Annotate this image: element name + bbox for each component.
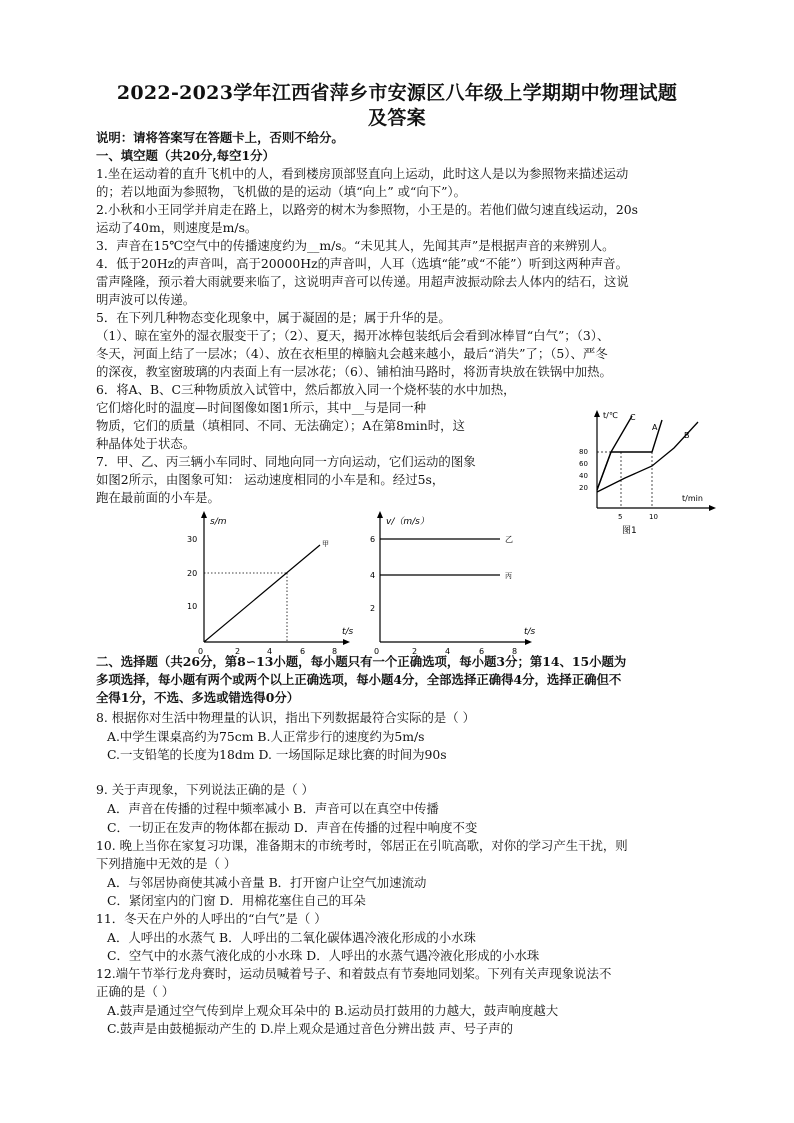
section-2-heading: 二、选择题（共26分，第8∽13小题，每小题只有一个正确选项，每小题3分；第14、15小题为 bbox=[96, 654, 627, 669]
option-text: A．与邻居协商使其减小音量 B．打开窗户让空气加速流动 bbox=[107, 875, 427, 890]
question-text: 下列措施中无效的是（ ） bbox=[96, 856, 237, 871]
question-text: 6．将A、B、C三种物质放入试管中，然后都放入同一个烧杯装的水中加热， bbox=[96, 382, 516, 397]
option-text: C.一支铅笔的长度为18dm D. 一场国际足球比赛的时间为90s bbox=[107, 747, 447, 762]
option-text: A．声音在传播的过程中频率减小 B．声音可以在真空中传播 bbox=[107, 801, 439, 816]
curve-label-b: B bbox=[684, 431, 690, 440]
y-axis-arrow bbox=[201, 511, 207, 518]
question-text: 跑在最前面的小车是。 bbox=[96, 490, 220, 505]
y-tick-60: 60 bbox=[579, 460, 588, 468]
x-axis-arrow bbox=[709, 505, 716, 511]
question-text: 冬天，河面上结了一层冰；（4）、放在衣柜里的樟脑丸会越来越小，最后“消失”了；（5）、严冬 bbox=[96, 346, 608, 361]
figure-2-st-chart bbox=[178, 508, 358, 658]
y-tick-20: 20 bbox=[579, 484, 588, 492]
y-axis-label: s/m bbox=[210, 517, 227, 527]
y-tick-20: 20 bbox=[187, 569, 198, 578]
section-2-heading: 全得1分，不选、多选或错选得0分） bbox=[96, 690, 300, 705]
y-axis-arrow bbox=[377, 511, 383, 518]
y-tick-4: 4 bbox=[370, 571, 376, 580]
figure-1-caption: 图1 bbox=[622, 526, 637, 536]
x-axis-label: t/s bbox=[524, 627, 536, 637]
question-text: 运动了40m，则速度是m/s。 bbox=[96, 220, 258, 235]
question-text: 5．在下列几种物态变化现象中，属于凝固的是；属于升华的是。 bbox=[96, 310, 451, 325]
x-tick-0: 0 bbox=[198, 647, 204, 656]
series-bing-label: 丙 bbox=[505, 572, 512, 580]
section-1-heading: 一、填空题（共20分,每空1分） bbox=[96, 148, 275, 163]
y-tick-2: 2 bbox=[370, 604, 376, 613]
question-text: 明声波可以传递。 bbox=[96, 292, 196, 307]
question-text: 7．甲、乙、丙三辆小车同时、同地向同一方向运动，它们运动的图象 bbox=[96, 454, 476, 469]
x-tick-2: 2 bbox=[412, 647, 418, 656]
y-ticks bbox=[579, 448, 588, 492]
series-yi-label: 乙 bbox=[505, 535, 513, 544]
y-tick-80: 80 bbox=[579, 448, 588, 456]
title-line-1: 2022-2023学年江西省萍乡市安源区八年级上学期期中物理试题 bbox=[116, 82, 678, 104]
x-tick-4: 4 bbox=[267, 647, 273, 656]
question-text: 正确的是（ ） bbox=[96, 984, 175, 999]
question-text: （1）、晾在室外的湿衣服变干了；（2）、夏天，揭开冰棒包装纸后会看到冰棒冒“白气”；（3）、 bbox=[96, 328, 610, 343]
question-text: 10. 晚上当你在家复习功课，准备期末的市统考时，邻居正在引吭高歌，对你的学习产生干扰，则 bbox=[96, 838, 628, 853]
option-text: A.鼓声是通过空气传到岸上观众耳朵中的 B.运动员打鼓用的力越大，鼓声响度越大 bbox=[107, 1003, 559, 1018]
x-tick-0: 0 bbox=[374, 647, 380, 656]
option-text: C.鼓声是由鼓槌振动产生的 D.岸上观众是通过音色分辨出鼓 声、号子声的 bbox=[107, 1021, 514, 1036]
question-text: 9. 关于声现象，下列说法正确的是（ ） bbox=[96, 782, 314, 797]
series-jia-label: 甲 bbox=[322, 540, 329, 548]
curve-b bbox=[597, 422, 698, 492]
figure-2-vt-chart bbox=[360, 508, 550, 658]
y-tick-6: 6 bbox=[370, 535, 376, 544]
curve-label-c: C bbox=[630, 413, 636, 422]
question-text: 它们熔化时的温度—时间图像如图1所示，其中__与是同一种 bbox=[96, 400, 427, 415]
x-axis-arrow bbox=[525, 639, 532, 645]
y-axis-label: v/（m/s） bbox=[386, 517, 429, 527]
y-axis-label: t/℃ bbox=[603, 411, 618, 420]
question-text: 的；若以地面为参照物，飞机做的是的运动（填“向上” 或“向下”）。 bbox=[96, 184, 467, 199]
y-axis-arrow bbox=[594, 410, 600, 417]
option-text: C．一切正在发声的物体都在振动 D．声音在传播的过程中响度不变 bbox=[107, 820, 478, 835]
question-text: 雷声隆隆，预示着大雨就要来临了，这说明声音可以传递。用超声波振动除去人体内的结石，这说 bbox=[96, 274, 629, 289]
y-tick-10: 10 bbox=[187, 602, 198, 611]
x-tick-10: 10 bbox=[649, 513, 658, 521]
question-text: 4．低于20Hz的声音叫，高于20000Hz的声音叫，人耳（选填“能”或“不能”）听到这两种声音。 bbox=[96, 256, 628, 271]
option-text: A．人呼出的水蒸气 B．人呼出的二氧化碳体遇冷液化形成的小水珠 bbox=[107, 930, 476, 945]
question-text: 3．声音在15℃空气中的传播速度约为__m/s。“未见其人，先闻其声”是根据声音的来辨别人。 bbox=[96, 238, 615, 253]
x-tick-5: 5 bbox=[618, 513, 623, 521]
x-axis-arrow bbox=[343, 639, 350, 645]
question-text: 种晶体处于状态。 bbox=[96, 436, 196, 451]
question-text: 如图2所示，由图象可知： 运动速度相同的小车是和。经过5s， bbox=[96, 472, 445, 487]
y-tick-40: 40 bbox=[579, 472, 588, 480]
title-line-2: 及答案 bbox=[368, 107, 426, 129]
x-tick-8: 8 bbox=[332, 647, 338, 656]
question-text: 8. 根据你对生活中物理量的认识，指出下列数据最符合实际的是（ ） bbox=[96, 710, 476, 725]
option-text: C．空气中的水蒸气液化成的小水珠 D．人呼出的水蒸气遇冷液化形成的小水珠 bbox=[107, 948, 540, 963]
question-text: 12.端午节举行龙舟赛时，运动员喊着号子、和着鼓点有节奏地同划桨。下列有关声现象说法不 bbox=[96, 966, 612, 981]
instructions: 说明：请将答案写在答题卡上，否则不给分。 bbox=[96, 130, 344, 145]
option-text: A.中学生课桌高约为75cm B.人正常步行的速度约为5m/s bbox=[107, 729, 425, 744]
x-axis-label: t/s bbox=[342, 627, 354, 637]
question-text: 11．冬天在户外的人呼出的“白气”是（ ） bbox=[96, 911, 327, 926]
x-axis-label: t/min bbox=[682, 494, 703, 503]
y-tick-30: 30 bbox=[187, 535, 198, 544]
x-tick-6: 6 bbox=[300, 647, 306, 656]
x-tick-2: 2 bbox=[235, 647, 241, 656]
series-jia-line bbox=[204, 545, 320, 642]
question-text: 物质，它们的质量（填相同、不同、无法确定）；A在第8min时，这 bbox=[96, 418, 465, 433]
x-tick-4: 4 bbox=[445, 647, 451, 656]
question-text: 2.小秋和小王同学并肩走在路上，以路旁的树木为参照物，小王是的。若他们做匀速直线运动，20s bbox=[96, 202, 638, 217]
section-2-heading: 多项选择，每小题有两个或两个以上正确选项，每小题4分，全部选择正确得4分，选择正确但不 bbox=[96, 672, 622, 687]
x-tick-6: 6 bbox=[479, 647, 485, 656]
question-text: 的深夜，教室窗玻璃的内表面上有一层冰花；（6）、铺柏油马路时，将沥青块放在铁锅中加热。 bbox=[96, 364, 612, 379]
x-tick-8: 8 bbox=[512, 647, 518, 656]
question-text: 1.坐在运动着的直升飞机中的人，看到楼房顶部竖直向上运动，此时这人是以为参照物来描述运动 bbox=[96, 166, 629, 181]
curve-label-a: A bbox=[652, 423, 658, 432]
figure-1-chart bbox=[570, 408, 720, 538]
option-text: C．紧闭室内的门窗 D．用棉花塞住自己的耳朵 bbox=[107, 893, 366, 908]
curve-c bbox=[597, 416, 632, 490]
